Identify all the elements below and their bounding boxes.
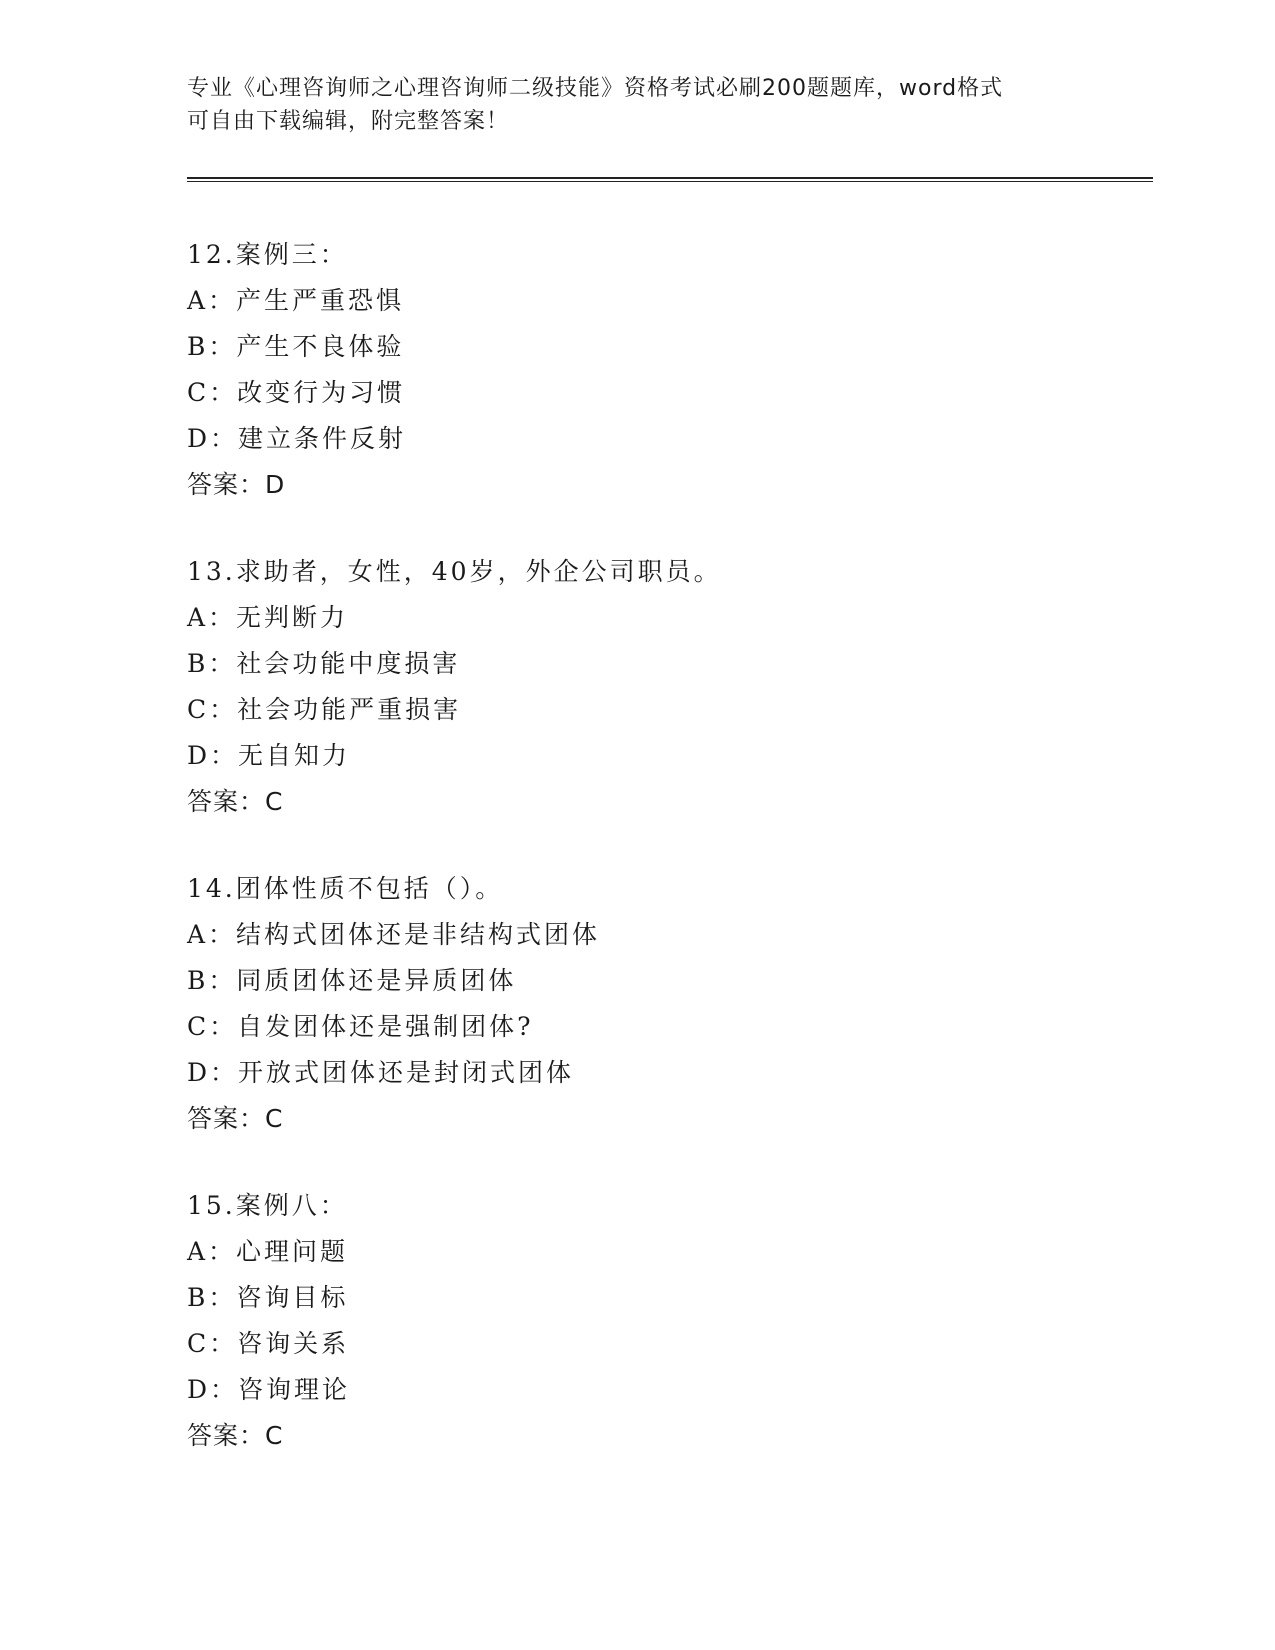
option-b: B：社会功能中度损害: [187, 649, 461, 678]
answer-line: 答案：C: [187, 1104, 284, 1133]
question-stem: 15.案例八：: [187, 1191, 348, 1220]
question-stem: 14.团体性质不包括（）。: [187, 874, 504, 903]
option-c: C：自发团体还是强制团体?: [187, 1012, 534, 1041]
answer-line: 答案：C: [187, 787, 284, 816]
header-divider: [187, 177, 1153, 182]
header-line-2: 可自由下载编辑，附完整答案！: [187, 109, 510, 134]
option-b: B：产生不良体验: [187, 332, 405, 361]
option-a: A：产生严重恐惧: [187, 286, 405, 315]
question-12: [187, 232, 1087, 508]
question-list: [187, 232, 1087, 1500]
option-b: B：咨询目标: [187, 1283, 349, 1312]
option-d: D：咨询理论: [187, 1375, 351, 1404]
document-header: [187, 72, 1087, 138]
option-a: A：无判断力: [187, 603, 349, 632]
option-b: B：同质团体还是异质团体: [187, 966, 517, 995]
answer-line: 答案：C: [187, 1421, 284, 1450]
option-d: D：建立条件反射: [187, 424, 407, 453]
option-a: A：心理问题: [187, 1237, 349, 1266]
header-line-1: 专业《心理咨询师之心理咨询师二级技能》资格考试必刷200题题库，word格式: [187, 76, 1004, 101]
option-c: C：改变行为习惯: [187, 378, 406, 407]
question-stem: 13.求助者，女性，40岁，外企公司职员。: [187, 557, 722, 586]
question-15: [187, 1183, 1087, 1459]
question-14: [187, 866, 1087, 1142]
question-stem: 12.案例三：: [187, 240, 348, 269]
option-c: C：社会功能严重损害: [187, 695, 462, 724]
option-c: C：咨询关系: [187, 1329, 350, 1358]
question-13: [187, 549, 1087, 825]
option-d: D：无自知力: [187, 741, 351, 770]
option-d: D：开放式团体还是封闭式团体: [187, 1058, 575, 1087]
answer-line: 答案：D: [187, 470, 286, 499]
option-a: A：结构式团体还是非结构式团体: [187, 920, 601, 949]
